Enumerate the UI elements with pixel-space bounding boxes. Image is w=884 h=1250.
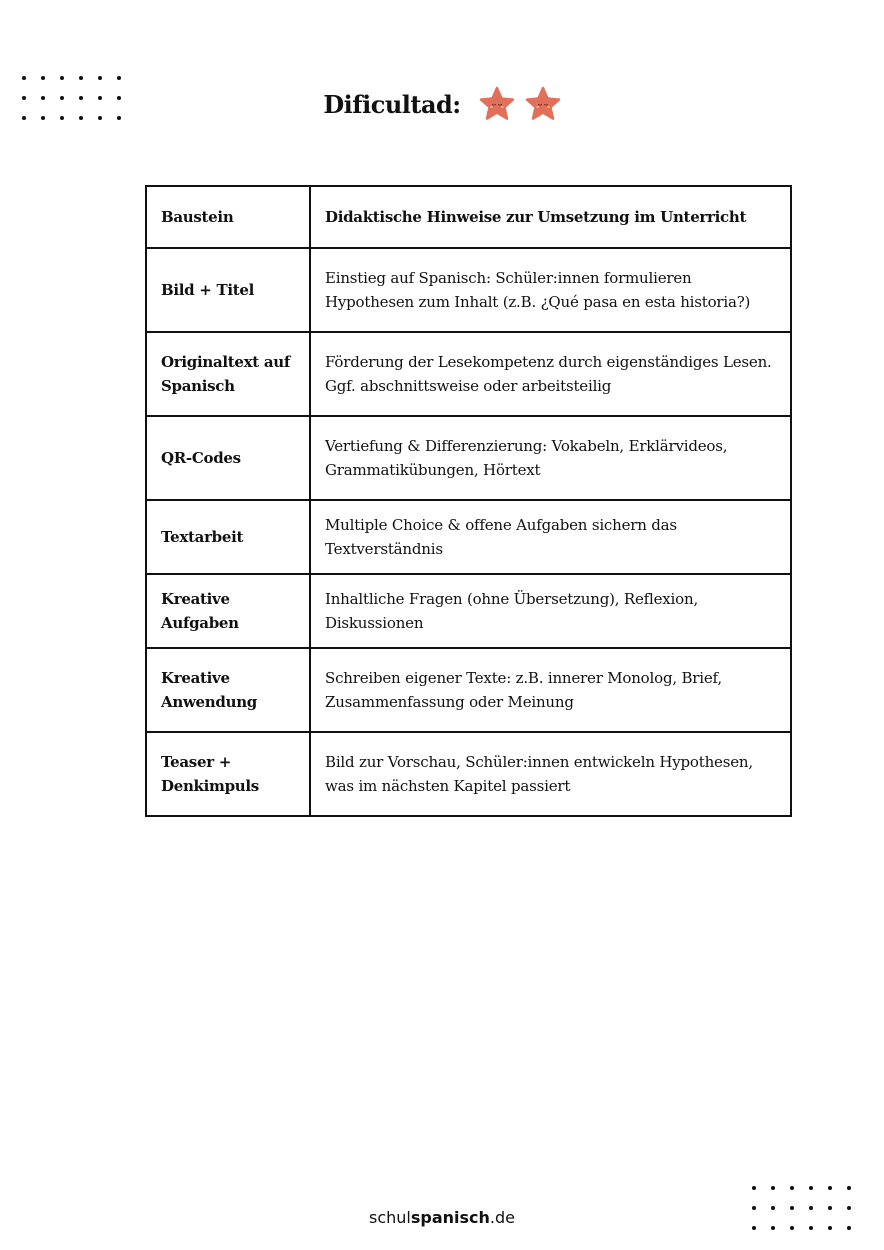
difficulty-label: Dificultad: (323, 89, 461, 119)
decorative-dot (752, 1226, 756, 1230)
decorative-dot (98, 76, 102, 80)
brand-prefix: schul (369, 1208, 411, 1227)
decorative-dot (847, 1186, 851, 1190)
decorative-dot (828, 1226, 832, 1230)
decorative-dot (22, 76, 26, 80)
decorative-dot (809, 1226, 813, 1230)
decorative-dot (809, 1206, 813, 1210)
decorative-dot (790, 1186, 794, 1190)
decorative-dot (117, 76, 121, 80)
decorative-dot (809, 1186, 813, 1190)
table-row (146, 732, 791, 816)
decorative-dot (847, 1226, 851, 1230)
table-header-row (146, 186, 791, 248)
block-hint: Förderung der Lesekompetenz durch eigenständiges Lesen. Ggf. abschnittsweise oder arbeitsteilig (310, 332, 791, 416)
table-row (146, 500, 791, 574)
difficulty-rating (0, 86, 884, 122)
block-name: QR-Codes (146, 416, 310, 500)
star-icon (525, 86, 561, 122)
decorative-dot (771, 1206, 775, 1210)
decorative-dot (847, 1206, 851, 1210)
decorative-dot (828, 1186, 832, 1190)
table-row (146, 248, 791, 332)
table-row (146, 416, 791, 500)
brand-bold: spanisch (410, 1208, 490, 1227)
decorative-dot (60, 76, 64, 80)
star-icon (479, 86, 515, 122)
block-name: Originaltext auf Spanisch (146, 332, 310, 416)
decorative-dot (771, 1186, 775, 1190)
decorative-dot (752, 1206, 756, 1210)
decorative-dot (771, 1226, 775, 1230)
block-name: Bild + Titel (146, 248, 310, 332)
column-header-hints: Didaktische Hinweise zur Umsetzung im Unterricht (310, 186, 791, 248)
block-hint: Vertiefung & Differenzierung: Vokabeln, Erklärvideos, Grammatikübungen, Hörtext (310, 416, 791, 500)
block-hint: Schreiben eigener Texte: z.B. innerer Monolog, Brief, Zusammenfassung oder Meinung (310, 648, 791, 732)
block-hint: Inhaltliche Fragen (ohne Übersetzung), Reflexion, Diskussionen (310, 574, 791, 648)
brand-suffix: .de (489, 1208, 515, 1227)
decorative-dot (41, 76, 45, 80)
decorative-dot (752, 1186, 756, 1190)
table-row (146, 574, 791, 648)
decorative-dot (79, 76, 83, 80)
column-header-block: Baustein (146, 186, 310, 248)
block-name: Teaser + Denkimpuls (146, 732, 310, 816)
block-name: Textarbeit (146, 500, 310, 574)
difficulty-stars (479, 86, 561, 122)
block-hint: Multiple Choice & offene Aufgaben sichern das Textverständnis (310, 500, 791, 574)
decorative-dot-grid-bottom (752, 1186, 851, 1230)
didactic-table (145, 185, 792, 817)
block-name: Kreative Anwendung (146, 648, 310, 732)
table-row (146, 648, 791, 732)
block-hint: Bild zur Vorschau, Schüler:innen entwickeln Hypothesen, was im nächsten Kapitel passiert (310, 732, 791, 816)
decorative-dot (790, 1226, 794, 1230)
decorative-dot (828, 1206, 832, 1210)
block-hint: Einstieg auf Spanisch: Schüler:innen formulieren Hypothesen zum Inhalt (z.B. ¿Qué pasa en esta historia?) (310, 248, 791, 332)
block-name: Kreative Aufgaben (146, 574, 310, 648)
table-row (146, 332, 791, 416)
decorative-dot (790, 1206, 794, 1210)
